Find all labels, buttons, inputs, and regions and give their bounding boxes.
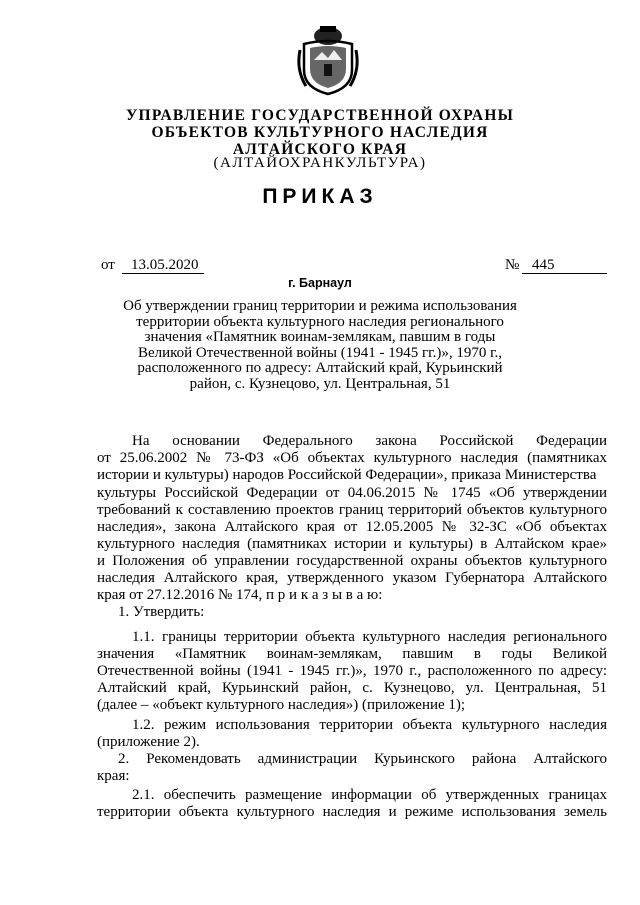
body-line: 2.1. обеспечить размещение информации об утвержденных границах: [132, 787, 607, 803]
date-prefix: от: [101, 257, 115, 273]
body-line: края:: [97, 768, 130, 784]
body-line: наследия Алтайского края, утвержденного указом Губернатора Алтайского: [97, 570, 607, 586]
body-line: 1.1. границы территории объекта культурного наследия регионального: [132, 629, 607, 645]
coat-of-arms-emblem: [296, 20, 360, 96]
subject-line: Об утверждении границ территории и режима использования: [123, 298, 517, 314]
org-short-name: (АЛТАЙОХРАНКУЛЬТУРА): [213, 155, 427, 171]
subject-line: значения «Памятник воинам-землякам, павшим в годы: [144, 329, 496, 345]
body-line: 1.2. режим использования территории объекта культурного наследия: [132, 717, 607, 733]
body-line: культуры Российской Федерации от 04.06.2015 № 1745 «Об утверждении: [97, 485, 607, 501]
org-name-line-2: ОБЪЕКТОВ КУЛЬТУРНОГО НАСЛЕДИЯ: [151, 124, 489, 141]
subject-line: район, с. Кузнецово, ул. Центральная, 51: [189, 375, 451, 392]
document-type-title: ПРИКАЗ: [262, 185, 378, 208]
subject-line: Великой Отечественной войны (1941 - 1945 гг.)», 1970 г.,: [137, 344, 503, 361]
org-name-line-1: УПРАВЛЕНИЕ ГОСУДАРСТВЕННОЙ ОХРАНЫ: [125, 107, 514, 124]
body-line: Алтайский край, Курьинский район, с. Кузнецово, ул. Центральная, 51: [97, 680, 607, 696]
date-underline: [122, 273, 204, 274]
body-line: и Положения об управлении государственной охраны объектов культурного: [97, 553, 607, 569]
body-line: На основании Федерального закона Российской Федерации: [132, 433, 607, 449]
body-line: истории и культуры) народов Российской Федерации», приказа Министерства: [97, 467, 597, 483]
number-prefix: №: [505, 257, 520, 273]
body-line: края от 27.12.2016 № 174, п р и к а з ы в а ю:: [97, 587, 383, 603]
number-underline: [522, 273, 607, 274]
org-name-line-3: АЛТАЙСКОГО КРАЯ: [232, 141, 408, 158]
body-line: территории объекта культурного наследия и режиме использования земель: [97, 804, 607, 820]
body-line: (далее – «объект культурного наследия») (приложение 1);: [97, 697, 466, 713]
body-line: (приложение 2).: [97, 734, 200, 750]
document-date: 13.05.2020: [131, 257, 199, 273]
document-number: 445: [532, 257, 555, 273]
city-name: г. Барнаул: [288, 276, 352, 290]
body-line: от 25.06.2002 № 73-ФЗ «Об объектах культурного наследия (памятниках: [97, 450, 607, 466]
body-line: 2. Рекомендовать администрации Курьинского района Алтайского: [118, 751, 607, 767]
body-line: культурного наследия (памятниках истории и культуры) в Алтайском крае»: [97, 536, 607, 552]
body-line: 1. Утвердить:: [118, 604, 205, 620]
subject-line: расположенного по адресу: Алтайский край, Курьинский: [137, 360, 503, 376]
subject-line: территории объекта культурного наследия регионального: [136, 313, 504, 330]
body-line: значения «Памятник воинам-землякам, павшим в годы Великой: [97, 646, 607, 662]
body-line: Отечественной войны (1941 - 1945 гг.)», 1970 г., расположенного по адресу:: [97, 663, 607, 679]
document-subject: [90, 299, 550, 392]
body-line: наследия», закона Алтайского края от 12.05.2005 № 32-ЗС «Об объектах: [97, 519, 607, 535]
body-line: требований к составлению проектов границ территорий объектов культурного: [97, 502, 607, 518]
